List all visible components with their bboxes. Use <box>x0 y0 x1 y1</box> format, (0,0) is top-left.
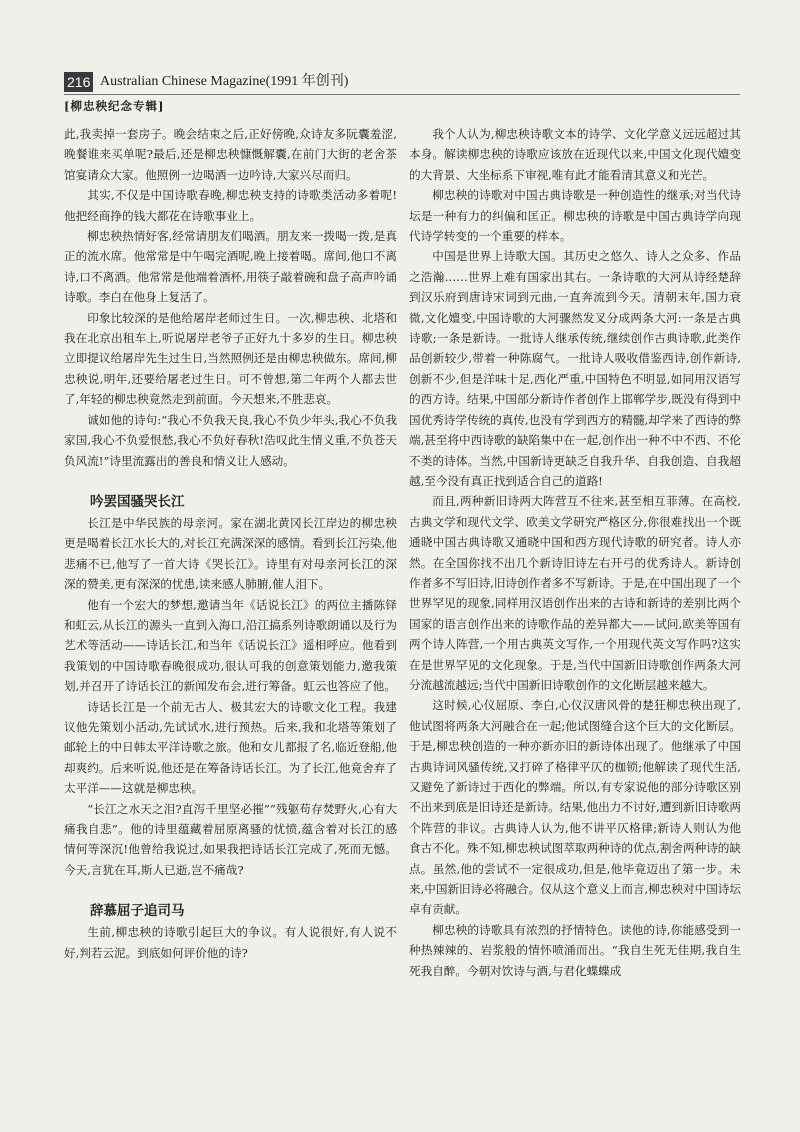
left-column <box>64 124 397 963</box>
page-number: 216 <box>64 72 93 92</box>
paragraph: “长江之水天之泪?直泻千里坚必摧”“残躯苟存焚野火,心有大痛我自悲”。他的诗里蕴藏着屈原离骚的忧愤,蕴含着对长江的感情何等深沉!他曾给我说过,如果我把诗话长江完成了,死而无憾。今天,言犹在耳,斯人已逝,岂不痛哉? <box>64 801 397 877</box>
paragraph: 柳忠秧的诗歌对中国古典诗歌是一种创造性的继承;对当代诗坛是一种有力的纠偏和匡正。柳忠秧的诗歌是中国古典诗学向现代诗学转变的一个重要的样本。 <box>409 188 741 244</box>
paragraph: 柳忠秧热情好客,经常请朋友们喝酒。朋友来一拨喝一拨,是真正的流水席。他常常是中午喝完酒呢,晚上接着喝。席间,他口不离诗,口不离酒。他常常是他端着酒杯,用筷子敲着碗和盘子高声吟诵诗歌。李白在他身上复活了。 <box>64 229 397 305</box>
paragraph: 诚如他的诗句:“我心不负我天良,我心不负少年头,我心不负我家国,我心不负爱恨愁,我心不负好春秋!浩叹此生情义重,不负苍天负风流!”诗里流露出的善良和情义让人感动。 <box>64 412 397 468</box>
section-heading: 辞慕屈子追司马 <box>90 903 185 920</box>
right-column <box>409 124 741 981</box>
magazine-title: Australian Chinese Magazine(1991 年创刊) <box>100 74 349 89</box>
paragraph: 他有一个宏大的梦想,邀请当年《话说长江》的两位主播陈铎和虹云,从长江的源头一直到入海口,沿江搞系列诗歌朗诵以及行为艺术等活动——诗话长江,和当年《话说长江》遥相呼应。他看到我策划的中国诗歌春晚很成功,很认可我的创意策划能力,邀我策划,并召开了诗话长江的新闻发布会,进行筹备。虹云也答应了他。 <box>64 597 397 694</box>
paragraph: 生前,柳忠秧的诗歌引起巨大的争议。有人说很好,有人说不好,判若云泥。到底如何评价他的诗? <box>64 925 397 960</box>
paragraph: 印象比较深的是他给屠岸老师过生日。一次,柳忠秧、北塔和我在北京出租车上,听说屠岸老爷子正好九十多岁的生日。柳忠秧立即提议给屠岸先生过生日,当然照例还是由柳忠秧做东。席间,柳忠秧说,明年,还要给屠老过生日。可不曾想,第二年两个人都去世了,年轻的柳忠秧竟然走到前面。今天想来,不胜悲哀。 <box>64 310 397 407</box>
paragraph: 我个人认为,柳忠秧诗歌文本的诗学、文化学意义远远超过其本身。解读柳忠秧的诗歌应该放在近现代以来,中国文化现代嬗变的大背景、大坐标系下审视,唯有此才能看清其意义和光芒。 <box>409 127 741 182</box>
paragraph: 长江是中华民族的母亲河。家在湖北黄冈长江岸边的柳忠秧更是喝着长江水长大的,对长江充满深深的感情。看到长江污染,他悲痛不已,他写了一首大诗《哭长江》。诗里有对母亲河长江的深深的赞美,更有深深的忧患,读来感人肺腑,催人泪下。 <box>64 515 397 592</box>
paragraph: 此,我卖掉一套房子。晚会结束之后,正好傍晚,众诗友多阮囊羞涩,晚餐谁来买单呢?最后,还是柳忠秧慷慨解囊,在前门大街的老舍茶馆宴请众大家。他照例一边喝酒一边吟诗,大家兴尽而归。 <box>64 127 397 182</box>
paragraph: 这时候,心仪屈原、李白,心仪汉唐风骨的楚狂柳忠秧出现了,他试图将两条大河融合在一起;他试图缝合这个巨大的文化断层。于是,柳忠秧创造的一种亦新亦旧的新诗体出现了。他继承了中国古典诗词风骚传统,又打碎了格律平仄的枷锁;他解读了现代生活,又避免了新诗过于西化的弊端。所以,有专家说他的部分诗歌区别不出来到底是旧诗还是新诗。结果,他出力不讨好,遭到新旧诗歌两个阵营的非议。古典诗人认为,他不讲平仄格律;新诗人则认为他食古不化。殊不知,柳忠秧试图萃取两种诗的优点,割舍两种诗的缺点。虽然,他的尝试不一定很成功,但是,他毕竟迈出了第一步。未来,中国新旧诗必将融合。仅从这个意义上而言,柳忠秧对中国诗坛卓有贡献。 <box>409 698 741 917</box>
header-rule <box>64 94 740 95</box>
section-heading: 吟罢国骚哭长江 <box>90 493 185 510</box>
paragraph: 柳忠秧的诗歌具有浓烈的抒情特色。读他的诗,你能感受到一种热辣辣的、岩浆般的情怀喷涌而出。“我自生死无佳期,我自生死我自醉。今朝对饮诗与酒,与君化蝶蝶成 <box>409 922 741 978</box>
paragraph: 中国是世界上诗歌大国。其历史之悠久、诗人之众多、作品之浩瀚……世界上难有国家出其右。一条诗歌的大河从诗经楚辞到汉乐府到唐诗宋词到元曲,一直奔流到今天。清朝末年,国力衰微,文化嬗变,中国诗歌的大河骤然发叉分成两条大河:一条是古典诗歌;一条是新诗。一批诗人继承传统,继续创作古典诗歌,此类作品创新较少,带着一种陈腐气。一批诗人吸收借鉴西诗,创作新诗,创新不少,但是洋味十足,西化严重,中国特色不明显,如同用汉语写的西方诗。结果,中国部分新诗作者创作上邯郸学步,既没有得到中国优秀诗学传统的真传,也没有学到西方的精髓,却学来了西诗的弊端,甚至将中西诗歌的缺陷集中在一起,创作出一种不中不西、不伦不类的诗体。当然,中国新诗更缺乏自我升华、自我创造、自我超越,至今没有真正找到适合自己的道路! <box>409 249 741 488</box>
paragraph: 诗话长江是一个前无古人、极其宏大的诗歌文化工程。我建议他先策划小活动,先试试水,进行预热。后来,我和北塔等策划了邮轮上的中日韩太平洋诗歌之旅。他和女儿都报了名,临近登船,他却爽约。后来听说,他还是在筹备诗话长江。为了长江,他竟舍弃了太平洋——这就是柳忠秧。 <box>64 699 397 796</box>
paragraph: 其实,不仅是中国诗歌春晚,柳忠秧支持的诗歌类活动多着呢!他把经商挣的钱大都花在诗歌事业上。 <box>64 188 397 223</box>
special-issue-label: [柳忠秧纪念专辑] <box>64 99 165 113</box>
paragraph: 而且,两种新旧诗两大阵营互不往来,甚至相互菲薄。在高校,古典文学和现代文学、欧美文学研究严格区分,你很难找出一个既通晓中国古典诗歌又通晓中国和西方现代诗歌的研究者。诗人亦然。在全国你找不出几个新诗旧诗左右开弓的优秀诗人。新诗创作者多不写旧诗,旧诗创作者多不写新诗。于是,在中国出现了一个世界罕见的现象,同样用汉语创作出来的古诗和新诗的差别比两个国家的语言创作出来的诗歌作品的差异都大——试问,欧美等国有两个诗人阵营,一个用古典英文写作,一个用现代英文写作吗?这实在是世界罕见的文化现象。于是,当代中国新旧诗歌创作两条大河分流越流越远;当代中国新旧诗歌创作的文化断层越来越大。 <box>409 494 741 692</box>
